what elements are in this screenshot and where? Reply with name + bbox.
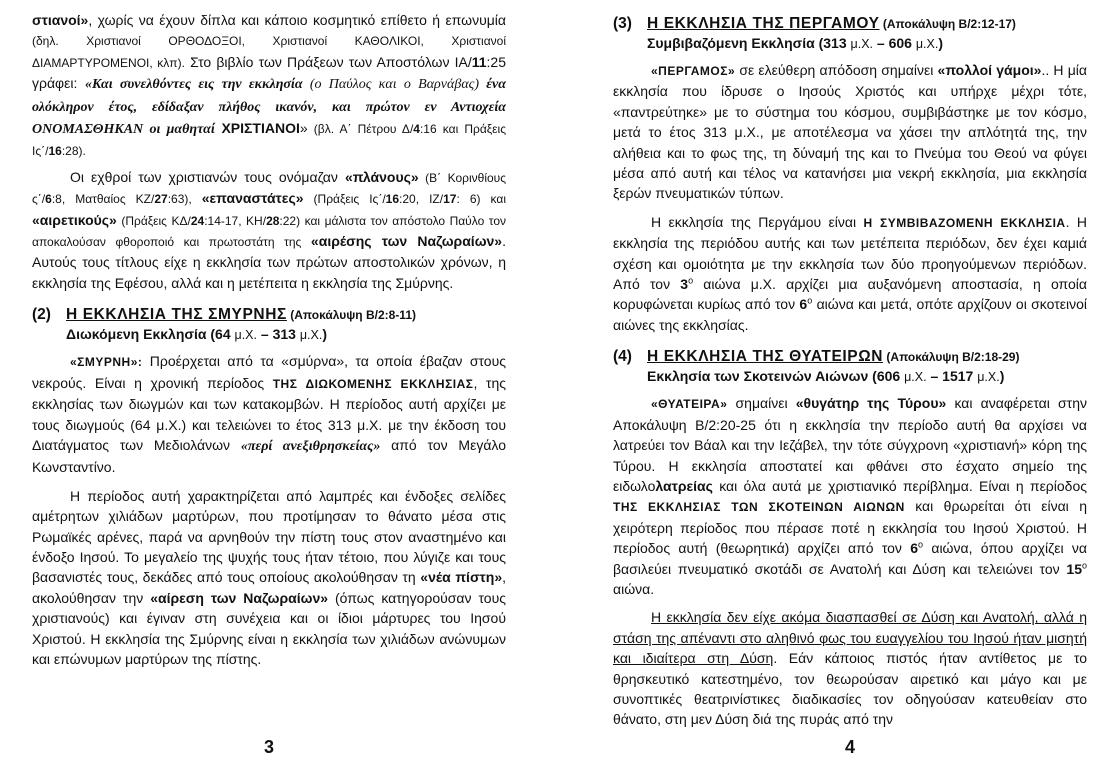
right-page <box>613 0 1087 771</box>
paragraph: «ΠΕΡΓΑΜΟΣ» σε ελεύθερη απόδοση σημαίνει «πολλοί γάμοι».. Η μία εκκλησία που ίδρυσε ο Ιησούς Χριστός και υπήρχε μέχρι τότε, «παντρεύτηκε» με το σύστημα του κόσμου, συμβιβάστηκε με τον κόσμο, μετά το έτος 313 μ.Χ., με αποτέλεσμα να χάσει την απλότητά της, την αλήθεια και το φως της, τη δύναμή της και το Πνεύμα του Θεού να φύγει μέσα από αυτή και τέλος να κατανήσει μια νεκρή εκκλησία, μια εκκλησία ξερών πνευματικών τύπων. <box>613 62 1087 202</box>
section-heading: (3) Η ΕΚΚΛΗΣΙΑ ΤΗΣ ΠΕΡΓΑΜΟΥ (Αποκάλυψη Β/2:12-17) Συμβιβαζόμενη Εκκλησία (313 μ.Χ. – 606 μ.Χ.) <box>613 14 1087 54</box>
left-page <box>32 0 506 771</box>
page-number: 3 <box>263 737 274 757</box>
paragraph: Η εκκλησία δεν είχε ακόμα διασπασθεί σε Δύση και Ανατολή, αλλά η στάση της απέναντι στο αληθινό φως του ευαγγελίου του Ιησού ήταν μισητή και ιδιαίτερα στη Δύση. Εάν κάποιος πιστός ήταν αντίθετος με το θρησκευτικό κατεστημένο, τον θεωρούσαν αιρετικό και μάγο και με συνοπτικές θεατρινίστικες διαδικασίες τον οδηγούσαν κατευθείαν στο θάνατο, στη μεν Δύση διά της πυράς από την <box>613 609 1087 728</box>
paragraph: Η εκκλησία της Περγάμου είναι Η ΣΥΜΒΙΒΑΖΟΜΕΝΗ ΕΚΚΛΗΣΙΑ. Η εκκλησία της περιόδου αυτής και των μετέπειτα περιόδων, δεν έχει καμιά σχέση και ομοιότητα με την εκκλησία των δύο προηγούμενων περιόδων. Από τον $3^o$ αιώνα μ.Χ. αρχίζει μια αυξανόμενη αποστασία, η οποία κορυφώνεται κυρίως από τον $6^o$ αιώνα και μετά, οπότε αρχίζουν οι σκοτεινοί αιώνες της εκκλησίας. <box>613 213 1088 333</box>
section-title: Η ΕΚΚΛΗΣΙΑ ΤΗΣ ΘΥΑΤΕΙΡΩΝ <box>647 348 884 366</box>
page-number: 4 <box>844 737 855 757</box>
section-title: Η ΕΚΚΛΗΣΙΑ ΤΗΣ ΠΕΡΓΑΜΟΥ <box>647 15 880 32</box>
section-subtitle: Συμβιβαζόμενη Εκκλησία (313 μ.Χ. – 606 μ.Χ.) <box>647 35 944 51</box>
section-heading: (4) Η ΕΚΚΛΗΣΙΑ ΤΗΣ ΘΥΑΤΕΙΡΩΝ (Αποκάλυψη Β/2:18-29) Εκκλησία των Σκοτεινών Αιώνων (606 μ.Χ. – 1517 μ.Χ.) <box>613 347 1087 387</box>
section-title: Η ΕΚΚΛΗΣΙΑ ΤΗΣ ΣΜΥΡΝΗΣ <box>66 306 287 324</box>
paragraph: στιανοί», χωρίς να έχουν δίπλα και κάποιο κοσμητικό επίθετο ή επωνυμία (δηλ. Χριστιανοί ΟΡΘΟΔΟΞΟΙ, Χριστιανοί ΚΑΘΟΛΙΚΟΙ, Χριστιανοί ΔΙΑΜΑΡΤΥΡΟΜΕΝΟΙ, κλπ). Στο βιβλίο των Πράξεων των Αποστόλων ΙΑ/11:25 γράφει: «Και συνελθόντες εις την εκκλησία (ο Παύλος και ο Βαρνάβας) ένα ολόκληρον έτος, εδίδαξαν πλήθος ικανόν, και πρώτον εν Αντιοχεία ΟΝΟΜΑΣΘΗΚΑΝ οι μαθηταί ΧΡΙΣΤΙΑΝΟΙ» (βλ. Α΄ Πέτρου Δ/4:16 και Πράξεις Ις΄/16:28). <box>32 12 507 159</box>
section-subtitle: Εκκλησία των Σκοτεινών Αιώνων (606 μ.Χ. – 1517 μ.Χ.) <box>647 368 1005 385</box>
paragraph: Η περίοδος αυτή χαρακτηρίζεται από λαμπρές και ένδοξες σελίδες αμέτρητων χιλιάδων μαρτύρων, που προτίμησαν το θάνατο μέσα στις Ρωμαϊκές αρένες, παρά να αρνηθούν την πίστη τους στον αναστημένο και ένδοξο Ιησού. Το μεγαλείο της ψυχής τους ήταν τέτοιο, που λύγιζε και τους βασανιστές τους, δεκάδες από τους οποίους ακολούθησαν τη «νέα πίστη», ακολούθησαν την «αίρεση των Ναζωραίων» (όπως κατηγορούσαν τους χριστιανούς) και έγιναν στη συνέχεια και οι ίδιοι μάρτυρες του Ιησού Χριστού. Η εκκλησία της Σμύρνης είναι η εκκλησία των χιλιάδων ανώνυμων και επώνυμων μαρτύρων της πίστης. <box>32 487 506 667</box>
paragraph: «ΘΥΑΤΕΙΡΑ» σημαίνει «θυγάτηρ της Τύρου» και αναφέρεται στην Αποκάλυψη Β/2:20-25 ότι η εκκλησία την περίοδο αυτή θα αρχίσει να λατρεύει τον Βάαλ και την Ιεζάβελ, την τότε σύγχρονη «χριστιανή» κόρη της Τύρου. Η εκκλησία αποστατεί και φθάνει στο έσχατο σημείο της ειδωλολατρείας και όλα αυτά με χριστιανικό περίβλημα. Είναι η περίοδος ΤΗΣ ΕΚΚΛΗΣΙΑΣ ΤΩΝ ΣΚΟΤΕΙΝΩΝ ΑΙΩΝΩΝ και θρωρείται ότι είναι η χειρότερη περίοδος που πέρασε ποτέ η εκκλησία του Ιησού Χριστού. Η περίοδος αυτή (θεωρητικά) αρχίζει από τον $6^o$ αιώνα, όπου αρχίζει να βασιλεύει πνευματικό σκοτάδι σε Ανατολή και Δύση και τελειώνει τον $15^o$ αιώνα. <box>613 395 1087 597</box>
section-heading: (2) Η ΕΚΚΛΗΣΙΑ ΤΗΣ ΣΜΥΡΝΗΣ (Αποκάλυψη Β/2:8-11) Διωκόμενη Εκκλησία (64 μ.Χ. – 313 μ.Χ.) <box>32 305 506 345</box>
paragraph: Οι εχθροί των χριστιανών τους ονόμαζαν «πλάνους» (Β΄ Κορινθίους ς΄/6:8, Ματθαίος ΚΖ/27:63), «επαναστάτες» (Πράξεις Ις΄/16:20, ΙΖ/17: 6) και «αιρετικούς» (Πράξεις ΚΔ/24:14-17, ΚΗ/28:22) και μάλιστα τον απόστολο Παύλο τον αποκαλούσαν φθοροποιό και πρωτοστάτη της «αιρέσης των Ναζωραίων». Αυτούς τους τίτλους είχε η εκκλησία των πρώτων αποστολικών χρόνων, η εκκλησία της Εφέσου, αλλά και η μετέπειτα η εκκλησία της Σμύρνης. <box>32 168 507 291</box>
paragraph: «ΣΜΥΡΝΗ»: Προέρχεται από τα «σμύρνα», τα οποία έβαζαν στους νεκρούς. Είναι η χρονική περίοδος ΤΗΣ ΔΙΩΚΟΜΕΝΗΣ ΕΚΚΛΗΣΙΑΣ, της εκκλησίας των διωγμών και των κατακομβών. Η περίοδος αυτή αρχίζει με τους διωγμούς (64 μ.Χ.) και τελειώνει το έτος 313 μ.Χ. με την έκδοση του Διατάγματος των Μεδιολάνων «περί ανεξιθρησκείας» από τον Μεγάλο Κωνσταντίνο. <box>32 353 506 476</box>
section-subtitle: Διωκόμενη Εκκλησία (64 μ.Χ. – 313 μ.Χ.) <box>66 326 327 343</box>
